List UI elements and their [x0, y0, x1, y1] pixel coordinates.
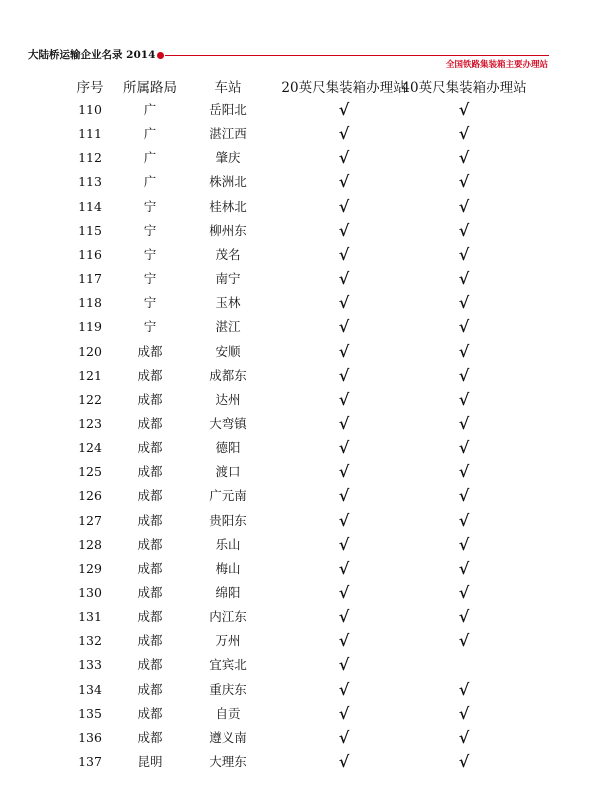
row-40ft-check: √: [458, 534, 470, 554]
table-row: [0, 653, 600, 677]
row-40ft-check: √: [458, 365, 470, 385]
row-bureau: 成都: [137, 705, 163, 721]
row-number: 110: [78, 102, 102, 117]
row-number: 127: [78, 512, 102, 528]
row-20ft-check: √: [338, 631, 350, 651]
row-number: 135: [78, 705, 102, 721]
row-station: 绵阳: [215, 585, 241, 600]
row-20ft-check: √: [338, 220, 350, 240]
row-station: 茂名: [215, 246, 241, 262]
row-20ft-check: √: [338, 438, 350, 458]
row-40ft-check: √: [458, 703, 470, 723]
table-row: [0, 340, 600, 364]
row-bureau: 成都: [137, 512, 163, 528]
row-40ft-check: √: [458, 341, 470, 361]
row-bureau: 广: [143, 150, 157, 166]
table-row: [0, 557, 600, 581]
row-20ft-check: √: [338, 293, 350, 313]
table-row: [0, 146, 600, 170]
row-bureau: 成都: [137, 440, 163, 456]
row-20ft-check: √: [338, 655, 350, 675]
row-20ft-check: √: [338, 462, 350, 482]
row-station: 渡口: [215, 464, 241, 480]
row-number: 126: [78, 488, 102, 504]
row-40ft-check: √: [458, 752, 470, 772]
row-station: 宜宾北: [209, 657, 247, 673]
row-bureau: 昆明: [137, 754, 163, 770]
row-station: 德阳: [215, 440, 241, 456]
row-40ft-check: √: [458, 244, 470, 264]
row-20ft-check: √: [338, 196, 350, 216]
row-bureau: 成都: [137, 560, 163, 576]
row-station: 肇庆: [215, 150, 241, 166]
row-number: 118: [78, 295, 102, 311]
table-row: [0, 195, 600, 219]
table-row: [0, 629, 600, 653]
row-20ft-check: √: [338, 413, 350, 433]
row-number: 133: [78, 657, 102, 673]
row-number: 112: [78, 150, 102, 166]
table-row: [0, 364, 600, 388]
row-station: 广元南: [209, 488, 247, 504]
row-20ft-check: √: [338, 317, 350, 337]
row-number: 114: [78, 198, 102, 214]
row-number: 115: [78, 222, 102, 238]
row-bureau: 广: [143, 126, 157, 142]
table-row: [0, 412, 600, 436]
column-header-station: 车站: [214, 80, 242, 96]
row-number: 130: [78, 585, 102, 600]
row-20ft-check: √: [338, 172, 350, 192]
row-40ft-check: √: [458, 220, 470, 240]
table-row: [0, 291, 600, 315]
row-station: 大弯镇: [209, 415, 247, 431]
row-bureau: 成都: [137, 633, 163, 649]
row-40ft-check: √: [458, 510, 470, 530]
table-row: [0, 509, 600, 533]
row-40ft-check: √: [458, 269, 470, 289]
table-row: [0, 267, 600, 291]
table-row: [0, 170, 600, 194]
row-40ft-check: √: [458, 583, 470, 602]
row-bureau: 成都: [137, 464, 163, 480]
row-20ft-check: √: [338, 679, 350, 699]
row-station: 玉林: [215, 295, 241, 311]
row-40ft-check: √: [458, 631, 470, 651]
row-bureau: 成都: [137, 657, 163, 673]
row-number: 134: [78, 681, 102, 697]
row-number: 129: [78, 560, 102, 576]
row-20ft-check: √: [338, 341, 350, 361]
row-number: 136: [78, 729, 102, 745]
row-number: 117: [78, 271, 102, 287]
row-station: 自贡: [215, 705, 241, 721]
row-bureau: 成都: [137, 415, 163, 431]
row-40ft-check: √: [458, 679, 470, 699]
row-number: 121: [78, 367, 102, 383]
row-40ft-check: √: [458, 486, 470, 506]
row-40ft-check: √: [458, 413, 470, 433]
row-number: 137: [78, 754, 102, 770]
row-number: 122: [78, 391, 102, 407]
row-station: 湛江西: [209, 126, 247, 142]
row-number: 116: [78, 246, 102, 262]
table-row: [0, 533, 600, 557]
row-station: 柳州东: [209, 222, 247, 238]
row-40ft-check: √: [458, 727, 470, 747]
row-bureau: 广: [143, 174, 157, 190]
column-header-bureau: 所属路局: [123, 80, 177, 96]
table-row: [0, 436, 600, 460]
table-row: [0, 98, 600, 122]
row-bureau: 宁: [143, 246, 157, 262]
row-bureau: 宁: [143, 295, 157, 311]
row-40ft-check: √: [458, 607, 470, 627]
row-20ft-check: √: [338, 124, 350, 144]
row-number: 132: [78, 633, 102, 649]
row-bureau: 广: [143, 102, 157, 117]
column-header-20ft: 20英尺集装箱办理站: [281, 80, 407, 96]
row-20ft-check: √: [338, 269, 350, 289]
row-40ft-check: √: [458, 558, 470, 578]
row-bureau: 成都: [137, 536, 163, 552]
row-station: 大理东: [209, 754, 247, 770]
row-station: 达州: [215, 391, 241, 407]
row-40ft-check: √: [458, 100, 470, 119]
row-40ft-check: √: [458, 196, 470, 216]
row-20ft-check: √: [338, 148, 350, 168]
row-number: 123: [78, 415, 102, 431]
row-20ft-check: √: [338, 244, 350, 264]
row-20ft-check: √: [338, 510, 350, 530]
row-station: 内江东: [209, 609, 247, 625]
table-row: [0, 484, 600, 508]
row-40ft-check: [444, 657, 484, 673]
row-station: 桂林北: [209, 198, 247, 214]
row-station: 遵义南: [209, 729, 247, 745]
section-title: 全国铁路集装箱主要办理站: [445, 60, 548, 70]
row-20ft-check: √: [338, 703, 350, 723]
row-station: 湛江: [215, 319, 241, 335]
row-number: 128: [78, 536, 102, 552]
table-row: [0, 219, 600, 243]
row-40ft-check: √: [458, 438, 470, 458]
row-bureau: 宁: [143, 271, 157, 287]
row-station: 南宁: [215, 271, 241, 287]
row-40ft-check: √: [458, 317, 470, 337]
running-header-title: 大陆桥运输企业名录 2014: [28, 49, 156, 61]
row-station: 贵阳东: [209, 512, 247, 528]
header-red-dot: [157, 52, 164, 59]
row-20ft-check: √: [338, 100, 350, 119]
column-header-no: 序号: [76, 80, 104, 96]
row-station: 乐山: [215, 536, 241, 552]
column-header-40ft: 40英尺集装箱办理站: [401, 80, 527, 96]
row-20ft-check: √: [338, 534, 350, 554]
row-20ft-check: √: [338, 389, 350, 409]
row-number: 125: [78, 464, 102, 480]
row-station: 重庆东: [209, 681, 247, 697]
row-station: 岳阳北: [209, 102, 247, 117]
row-20ft-check: √: [338, 607, 350, 627]
row-bureau: 成都: [137, 367, 163, 383]
row-bureau: 宁: [143, 222, 157, 238]
table-row: [0, 726, 600, 750]
row-40ft-check: √: [458, 172, 470, 192]
row-station: 梅山: [215, 560, 241, 576]
row-station: 成都东: [209, 367, 247, 383]
table-row: [0, 702, 600, 726]
row-station: 安顺: [215, 343, 241, 359]
row-bureau: 成都: [137, 343, 163, 359]
row-bureau: 成都: [137, 729, 163, 745]
row-bureau: 成都: [137, 391, 163, 407]
table-row: [0, 315, 600, 339]
table-row: [0, 581, 600, 605]
row-40ft-check: √: [458, 462, 470, 482]
row-20ft-check: √: [338, 727, 350, 747]
row-number: 120: [78, 343, 102, 359]
row-bureau: 宁: [143, 198, 157, 214]
row-bureau: 成都: [137, 681, 163, 697]
row-40ft-check: √: [458, 148, 470, 168]
row-number: 111: [78, 126, 102, 142]
row-bureau: 成都: [137, 585, 163, 600]
row-number: 124: [78, 440, 102, 456]
row-bureau: 成都: [137, 488, 163, 504]
table-row: [0, 243, 600, 267]
row-bureau: 宁: [143, 319, 157, 335]
row-40ft-check: √: [458, 293, 470, 313]
row-number: 113: [78, 174, 102, 190]
table-row: [0, 122, 600, 146]
row-number: 119: [78, 319, 102, 335]
row-station: 万州: [215, 633, 241, 649]
row-20ft-check: √: [338, 752, 350, 772]
table-row: [0, 605, 600, 629]
row-number: 131: [78, 609, 102, 625]
row-20ft-check: √: [338, 486, 350, 506]
row-bureau: 成都: [137, 609, 163, 625]
table-row: [0, 388, 600, 412]
row-20ft-check: √: [338, 365, 350, 385]
row-40ft-check: √: [458, 389, 470, 409]
row-20ft-check: √: [338, 583, 350, 602]
header-rule: [165, 55, 549, 56]
table-row: [0, 460, 600, 484]
row-20ft-check: √: [338, 558, 350, 578]
row-40ft-check: √: [458, 124, 470, 144]
row-station: 株洲北: [209, 174, 247, 190]
table-row: [0, 750, 600, 774]
table-row: [0, 678, 600, 702]
